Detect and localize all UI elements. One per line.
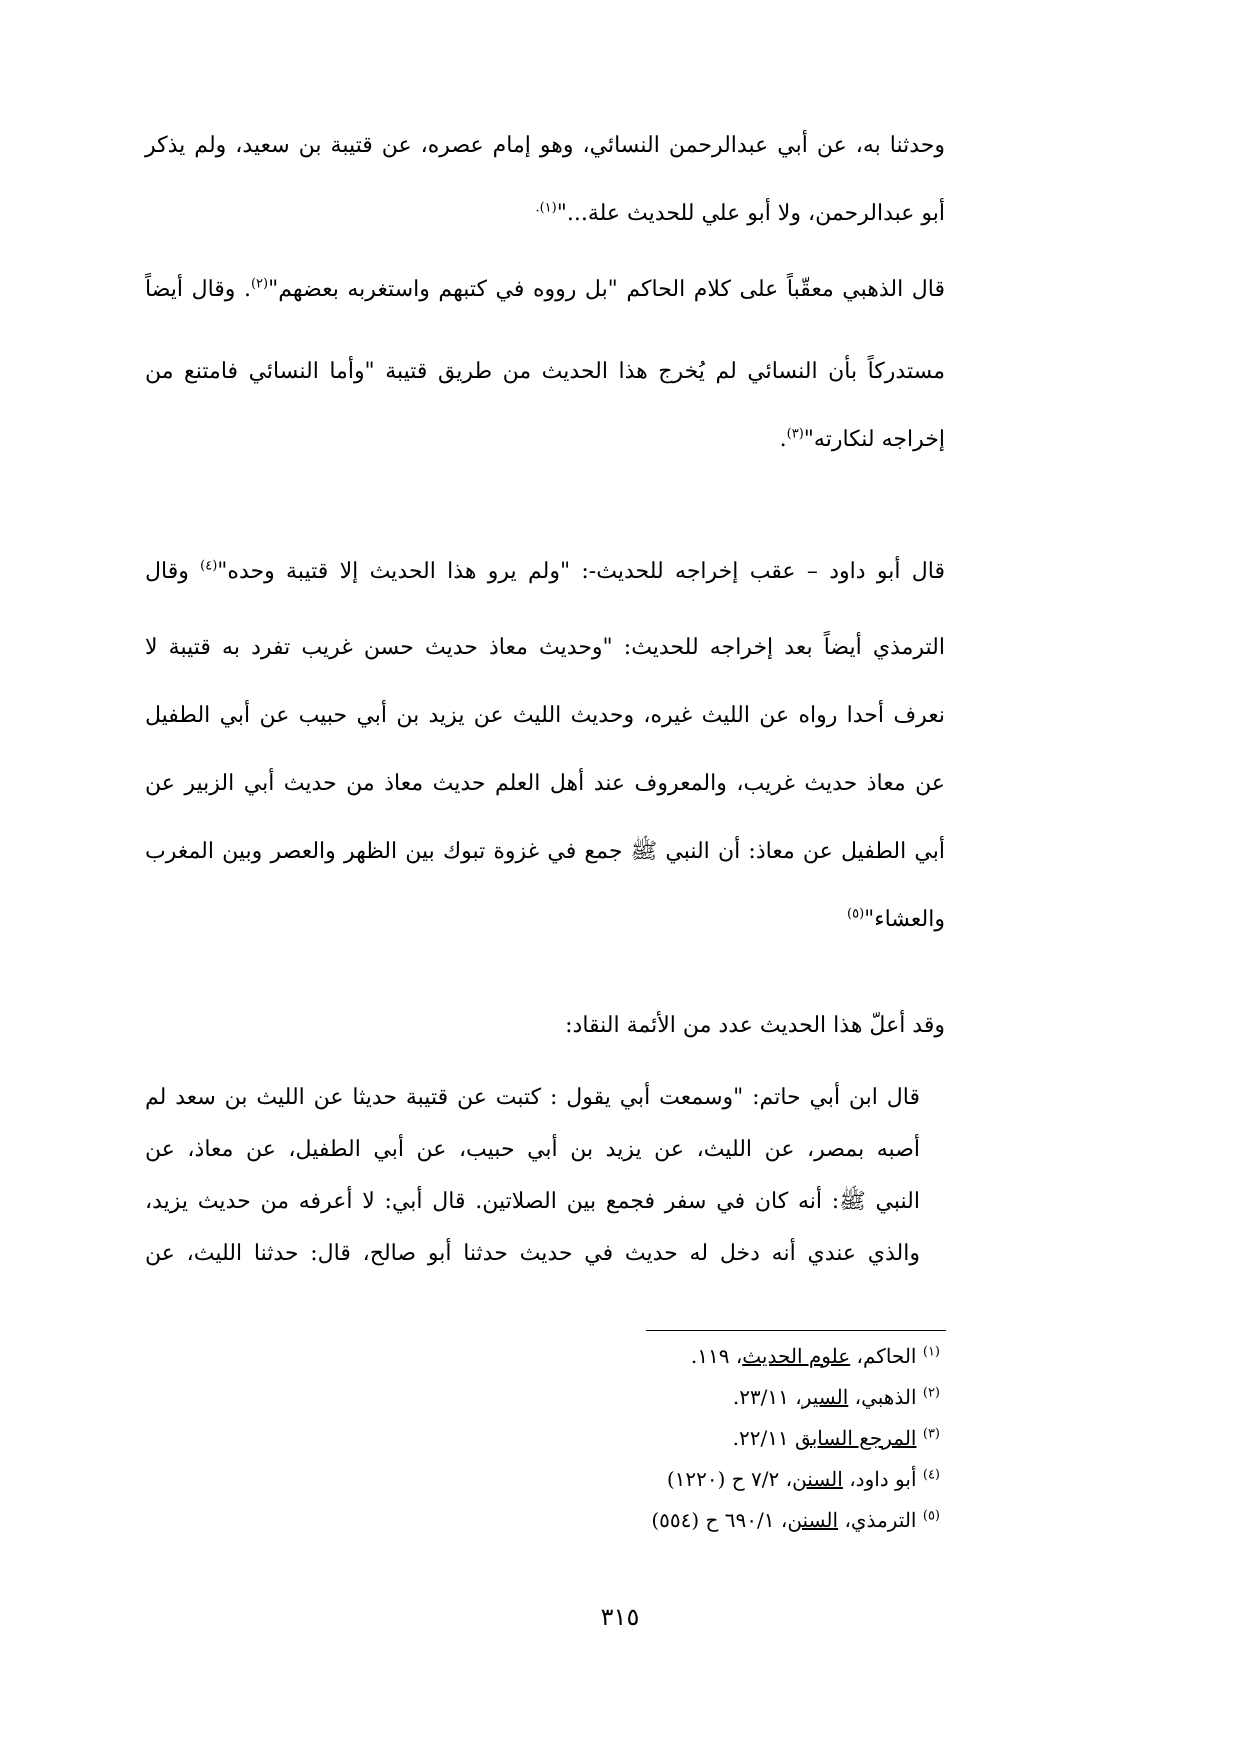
footnote-ref-2: (٢) [250,276,269,292]
footnote-1 [691,1344,940,1368]
paragraph-4 [145,992,945,1060]
paragraph-3-line-1-tail: وقال [145,559,201,584]
footnote-2-pre: الذهبي، [848,1385,917,1409]
paragraph-3-line-5: أبي الطفيل عن معاذ: أن النبي ﷺ جمع في غزوة تبوك بين الظهر والعصر وبين المغرب [145,839,946,864]
paragraph-3-line-1 [145,538,945,606]
paragraph-3-line-1-text: قال أبو داود – عقب إخراجه للحديث-: "ولم يرو هذا الحديث إلا قتيبة وحده" [217,559,945,584]
paragraph-2-line-1-tail: . وقال أيضاً [145,277,251,302]
footnote-ref-3: (٣) [786,426,804,442]
paragraph-3-line-4: عن معاذ حديث غريب، والمعروف عند أهل العلم حديث معاذ من حديث أبي الزبير عن [145,771,945,796]
footnote-separator [646,1330,946,1331]
footnote-ref-1: (١). [535,200,557,216]
footnote-2 [733,1385,940,1409]
footnote-ref-4: (٤) [200,558,218,574]
footnote-5-title: السنن [787,1508,839,1532]
footnote-4 [667,1467,940,1491]
footnote-2-title: السير [801,1385,849,1409]
paragraph-3-line-2: الترمذي أيضاً بعد إخراجه للحديث: "وحديث معاذ حديث حسن غريب تفرد به قتيبة لا [145,635,945,660]
footnote-1-pre: الحاكم، [850,1344,917,1368]
footnote-2-post: ، ٢٣/١١. [732,1385,802,1409]
paragraph-1-line-2-text: أبو عبدالرحمن، ولا أبو علي للحديث علة..." [556,201,945,226]
quote-line-2: أصبه بمصر، عن الليث، عن يزيد بن أبي حبيب، عن أبي الطفيل، عن معاذ، عن [145,1137,920,1162]
footnote-5 [651,1508,940,1532]
paragraph-2 [145,256,945,474]
footnote-4-title: السنن [792,1467,843,1491]
footnote-3-number: (٣) [922,1426,940,1442]
footnote-3-title: المرجع السابق [795,1426,917,1450]
paragraph-2-line-3 [145,406,945,474]
footnote-2-number: (٢) [922,1385,940,1401]
paragraph-2-line-3-tail: . [779,427,787,452]
page-number: ٣١٥ [600,1603,640,1631]
paragraph-3-line-6 [145,886,945,954]
quote-block [145,1072,920,1280]
paragraph-2-line-1 [145,256,945,324]
paragraph-1 [145,112,945,248]
footnote-4-pre: أبو داود، [842,1467,917,1491]
paragraph-2-line-3-text: إخراجه لنكارته" [803,427,945,452]
footnote-5-post: ، ٦٩٠/١ ح (٥٥٤) [651,1508,788,1532]
footnote-5-pre: الترمذي، [838,1508,917,1532]
footnote-1-number: (١) [922,1344,940,1360]
footnote-ref-5: (٥) [847,906,865,922]
paragraph-1-line-2 [145,180,945,248]
paragraph-2-line-2: مستدركاً بأن النسائي لم يُخرج هذا الحديث من طريق قتيبة "وأما النسائي فامتنع من [145,359,945,384]
quote-line-3: النبي ﷺ: أنه كان في سفر فجمع بين الصلاتين. قال أبي: لا أعرفه من حديث يزيد، [145,1189,920,1214]
paragraph-2-line-1-text: قال الذهبي معقّباً على كلام الحاكم "بل رووه في كتبهم واستغربه بعضهم" [268,277,946,302]
paragraph-4-line-1: وقد أعلّ هذا الحديث عدد من الأئمة النقاد: [565,1013,945,1038]
footnote-3 [733,1426,940,1450]
footnote-5-number: (٥) [922,1508,940,1524]
footnote-1-post: ، ١١٩. [690,1344,743,1368]
footnote-3-post: ٢٢/١١. [732,1426,796,1450]
footnote-4-post: ، ٧/٢ ح (١٢٢٠) [666,1467,793,1491]
quote-line-4: والذي عندي أنه دخل له حديث في حديث حدثنا أبو صالح، قال: حدثنا الليث، عن [145,1241,920,1266]
footnote-4-number: (٤) [922,1467,940,1483]
quote-line-1: قال ابن أبي حاتم: "وسمعت أبي يقول : كتبت عن قتيبة حديثا عن الليث بن سعد لم [145,1085,920,1110]
paragraph-3-line-6-text: والعشاء" [864,907,945,932]
paragraph-3 [145,538,945,954]
paragraph-3-line-3: نعرف أحدا رواه عن الليث غيره، وحديث الليث عن يزيد بن أبي حبيب عن أبي الطفيل [145,703,945,728]
footnote-1-title: علوم الحديث [742,1344,851,1368]
paragraph-1-line-1: وحدثنا به، عن أبي عبدالرحمن النسائي، وهو إمام عصره، عن قتيبة بن سعيد، ولم يذكر [145,133,945,158]
